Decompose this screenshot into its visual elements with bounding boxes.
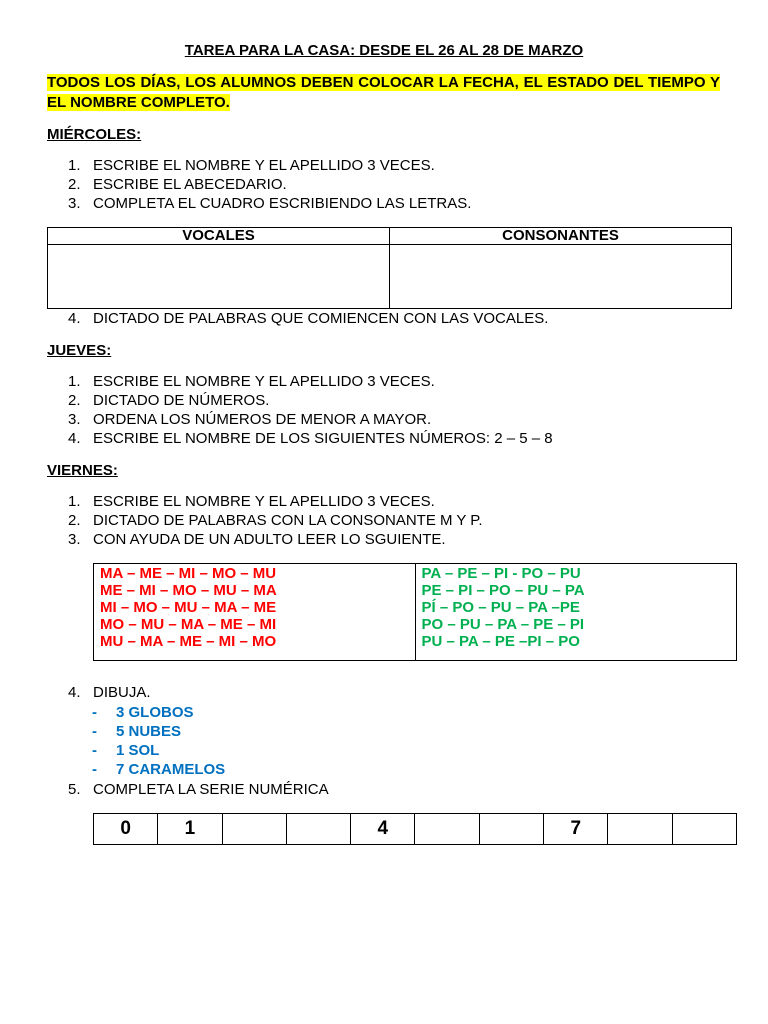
list-item: 1. ESCRIBE EL NOMBRE Y EL APELLIDO 3 VECES. <box>68 157 435 174</box>
series-cell: 0 <box>94 814 158 845</box>
list-item: 1. ESCRIBE EL NOMBRE Y EL APELLIDO 3 VECES. <box>68 373 435 390</box>
series-cell: 1 <box>158 814 222 845</box>
list-item: 1. ESCRIBE EL NOMBRE Y EL APELLIDO 3 VECES. <box>68 493 435 510</box>
number-series-table <box>93 813 737 845</box>
notice <box>47 73 720 112</box>
draw-item: - 7 CARAMELOS <box>92 761 226 778</box>
syllables-m-cell <box>94 564 416 661</box>
syllable-line: MO – MU – MA – ME – MI <box>100 616 277 633</box>
list-item: 2. DICTADO DE NÚMEROS. <box>68 392 270 409</box>
consonants-header: CONSONANTES <box>390 228 732 245</box>
list-item: 3. CON AYUDA DE UN ADULTO LEER LO SGUIENTE. <box>68 531 446 548</box>
series-cell-blank[interactable] <box>222 814 286 845</box>
syllable-line: PA – PE – PI - PO – PU <box>421 565 581 582</box>
document-title: TAREA PARA LA CASA: DESDE EL 26 AL 28 DE MARZO <box>184 42 584 59</box>
syllable-line: PÍ – PO – PU – PA –PE <box>421 599 580 616</box>
series-cell: 4 <box>351 814 415 845</box>
vowels-consonants-table <box>47 227 732 309</box>
syllables-table <box>93 563 737 661</box>
list-item: 2. DICTADO DE PALABRAS CON LA CONSONANTE M Y P. <box>68 512 483 529</box>
syllable-line: MI – MO – MU – MA – ME <box>100 599 277 616</box>
vowels-cell[interactable] <box>48 245 390 309</box>
series-cell-blank[interactable] <box>415 814 479 845</box>
list-item: 4. DICTADO DE PALABRAS QUE COMIENCEN CON LAS VOCALES. <box>68 310 549 327</box>
syllable-line: MA – ME – MI – MO – MU <box>100 565 277 582</box>
syllable-line: ME – MI – MO – MU – MA <box>100 582 277 599</box>
list-item: 4. ESCRIBE EL NOMBRE DE LOS SIGUIENTES NÚMEROS: 2 – 5 – 8 <box>68 430 553 447</box>
notice-text: TODOS LOS DÍAS, LOS ALUMNOS DEBEN COLOCAR LA FECHA, EL ESTADO DEL TIEMPO Y EL NOMBRE COMPLETO. <box>47 74 720 111</box>
draw-item: - 1 SOL <box>92 742 160 759</box>
draw-item: - 3 GLOBOS <box>92 704 194 721</box>
series-cell-blank[interactable] <box>672 814 736 845</box>
list-item: 3. ORDENA LOS NÚMEROS DE MENOR A MAYOR. <box>68 411 432 428</box>
heading-viernes: VIERNES: <box>47 462 118 479</box>
list-item: 2. ESCRIBE EL ABECEDARIO. <box>68 176 287 193</box>
draw-item: - 5 NUBES <box>92 723 182 740</box>
list-item: 5. COMPLETA LA SERIE NUMÉRICA <box>68 781 329 798</box>
syllable-line: PO – PU – PA – PE – PI <box>421 616 585 633</box>
consonants-cell[interactable] <box>390 245 732 309</box>
syllable-line: PU – PA – PE –PI – PO <box>421 633 580 650</box>
heading-jueves: JUEVES: <box>47 342 112 359</box>
series-cell-blank[interactable] <box>479 814 543 845</box>
list-item: 3. COMPLETA EL CUADRO ESCRIBIENDO LAS LETRAS. <box>68 195 472 212</box>
syllables-p-cell <box>415 564 737 661</box>
syllable-line: MU – MA – ME – MI – MO <box>100 633 277 650</box>
series-cell: 7 <box>544 814 608 845</box>
heading-miercoles: MIÉRCOLES: <box>47 126 142 143</box>
vowels-header: VOCALES <box>48 228 390 245</box>
list-item: 4. DIBUJA. <box>68 684 151 701</box>
series-cell-blank[interactable] <box>286 814 350 845</box>
syllable-line: PE – PI – PO – PU – PA <box>421 582 585 599</box>
series-cell-blank[interactable] <box>608 814 672 845</box>
